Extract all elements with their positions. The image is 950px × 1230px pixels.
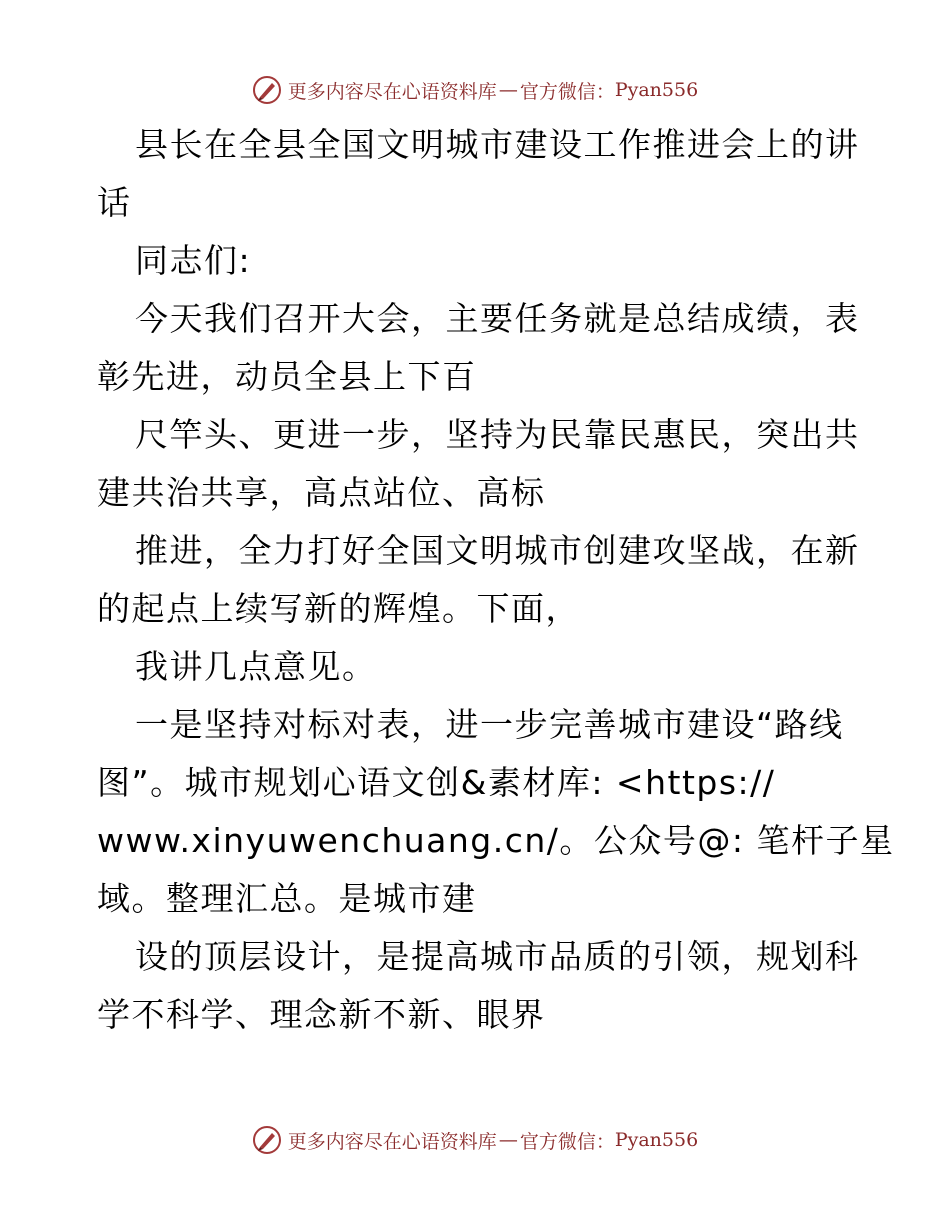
text-line: 同志们: <box>135 241 252 280</box>
text-line: 的起点上续写新的辉煌。下面， <box>97 589 580 628</box>
text-line: 设的顶层设计，是提高城市品质的引领，规划科 <box>135 937 860 976</box>
text-line: 推进，全力打好全国文明城市创建攻坚战，在新 <box>135 531 860 570</box>
footer-watermark <box>0 1120 950 1160</box>
text-line: 尺竿头、更进一步，坚持为民靠民惠民，突出共 <box>135 415 860 454</box>
text-line: 域。整理汇总。是城市建 <box>97 879 477 918</box>
watermark-wechat-label: 官方微信： <box>519 80 615 103</box>
text-line: 建共治共享，高点站位、高标 <box>97 473 546 512</box>
watermark-text: 更多内容尽在心语资料库 <box>287 80 497 103</box>
pen-logo-icon <box>252 1125 282 1155</box>
watermark-text: 更多内容尽在心语资料库 <box>287 1130 497 1153</box>
text-line: 一是坚持对标对表，进一步完善城市建设“路线 <box>135 705 844 744</box>
text-line: 我讲几点意见。 <box>135 647 377 686</box>
document-body <box>97 116 895 1044</box>
watermark-separator: — <box>498 79 518 101</box>
text-line: 彰先进，动员全县上下百 <box>97 357 477 396</box>
watermark-wechat-id: Pyan556 <box>614 79 699 101</box>
watermark-wechat-id: Pyan556 <box>614 1129 699 1151</box>
text-line: 县长在全县全国文明城市建设工作推进会上的讲 <box>135 125 860 164</box>
watermark-separator: — <box>498 1129 518 1151</box>
text-line: 学不科学、理念新不新、眼界 <box>97 995 546 1034</box>
watermark-wechat-label: 官方微信： <box>519 1130 615 1153</box>
text-line: www.xinyuwenchuang.cn/。公众号@: 笔杆子星 <box>97 821 895 860</box>
pen-logo-icon <box>252 75 282 105</box>
text-line: 今天我们召开大会，主要任务就是总结成绩，表 <box>135 299 860 338</box>
text-line: 话 <box>97 183 132 222</box>
text-line: 图”。城市规划心语文创&素材库: <https:// <box>97 763 776 802</box>
header-watermark <box>0 70 950 110</box>
